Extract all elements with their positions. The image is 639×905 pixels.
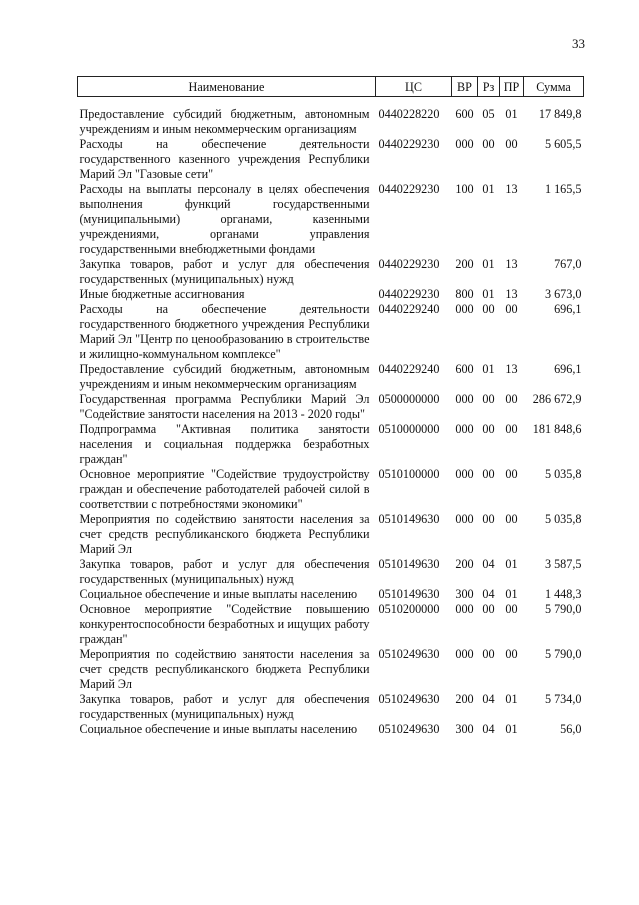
cell-rz: 00: [482, 392, 495, 406]
cell-sum: 5 790,0: [544, 647, 582, 661]
cell-cs: 0500000000: [378, 392, 440, 406]
table-row: [78, 722, 584, 737]
cell-cs: 0440228220: [378, 107, 440, 121]
cell-name: Закупка товаров, работ и услуг для обеспечения государственных (муниципальных) нужд: [79, 257, 370, 286]
cell-rz: 00: [482, 512, 495, 526]
cell-sum: 696,1: [554, 302, 582, 316]
cell-name: Государственная программа Республики Марий Эл "Содействие занятости населения на 2013 - 2020 годы": [79, 392, 370, 421]
cell-pr: 13: [505, 362, 518, 376]
cell-sum: 181 848,6: [532, 422, 582, 436]
table-row: [78, 512, 584, 557]
table-row: [78, 97, 584, 138]
table-row: [78, 602, 584, 647]
table-row: [78, 587, 584, 602]
cell-sum: 5 035,8: [544, 467, 582, 481]
cell-name: Предоставление субсидий бюджетным, автономным учреждениям и иным некоммерческим организациям: [79, 362, 370, 391]
cell-sum: 5 605,5: [544, 137, 582, 151]
table-row: [78, 287, 584, 302]
cell-rz: 00: [482, 137, 495, 151]
cell-name: Иные бюджетные ассигнования: [79, 287, 245, 301]
cell-cs: 0510000000: [378, 422, 440, 436]
cell-rz: 01: [482, 362, 495, 376]
cell-vr: 000: [455, 392, 474, 406]
cell-cs: 0510200000: [378, 602, 440, 616]
cell-cs: 0510100000: [378, 467, 440, 481]
cell-sum: 696,1: [554, 362, 582, 376]
cell-sum: 1 165,5: [544, 182, 582, 196]
header-rz: Рз: [478, 77, 500, 97]
cell-name: Основное мероприятие "Содействие повышению конкурентоспособности безработных и ищущих работу граждан": [79, 602, 370, 646]
cell-name: Основное мероприятие "Содействие трудоустройству граждан и обеспечение работодателей рабочей силой в соответствии с потребностями экономики": [79, 467, 370, 511]
cell-sum: 5 790,0: [544, 602, 582, 616]
cell-vr: 200: [455, 257, 474, 271]
cell-rz: 01: [482, 287, 495, 301]
cell-rz: 00: [482, 647, 495, 661]
cell-name: Мероприятия по содействию занятости населения за счет средств республиканского бюджета Республики Марий Эл: [79, 647, 370, 691]
cell-name: Мероприятия по содействию занятости населения за счет средств республиканского бюджета Республики Марий Эл: [79, 512, 370, 556]
cell-sum: 1 448,3: [544, 587, 582, 601]
header-name: Наименование: [78, 77, 376, 97]
cell-pr: 01: [505, 587, 518, 601]
cell-vr: 300: [455, 587, 474, 601]
cell-sum: 286 672,9: [532, 392, 582, 406]
cell-rz: 01: [482, 257, 495, 271]
cell-vr: 800: [455, 287, 474, 301]
cell-cs: 0440229230: [378, 257, 440, 271]
cell-pr: 00: [505, 302, 518, 316]
cell-cs: 0510149630: [378, 587, 440, 601]
cell-name: Закупка товаров, работ и услуг для обеспечения государственных (муниципальных) нужд: [79, 692, 370, 721]
cell-name: Предоставление субсидий бюджетным, автономным учреждениям и иным некоммерческим организациям: [79, 107, 370, 136]
cell-vr: 000: [455, 467, 474, 481]
cell-pr: 00: [505, 137, 518, 151]
cell-name: Социальное обеспечение и иные выплаты населению: [79, 722, 358, 736]
budget-table: [77, 76, 584, 737]
cell-name: Закупка товаров, работ и услуг для обеспечения государственных (муниципальных) нужд: [79, 557, 370, 586]
cell-vr: 200: [455, 692, 474, 706]
cell-cs: 0510249630: [378, 692, 440, 706]
cell-pr: 00: [505, 392, 518, 406]
cell-rz: 00: [482, 602, 495, 616]
cell-pr: 00: [505, 422, 518, 436]
cell-sum: 767,0: [554, 257, 582, 271]
cell-name: Расходы на обеспечение деятельности государственного бюджетного учреждения Республики Марий Эл "Центр по ценообразованию в строительстве и жилищно-коммунальном комплексе": [79, 302, 370, 361]
cell-name: Социальное обеспечение и иные выплаты населению: [79, 587, 358, 601]
cell-rz: 00: [482, 467, 495, 481]
table-header: [78, 77, 584, 97]
table-row: [78, 257, 584, 287]
cell-name: Расходы на выплаты персоналу в целях обеспечения выполнения функций государственными (муниципальными) органами, казенными учреждениями, органами управления государственными внебюджетными фондами: [79, 182, 370, 256]
header-cs: ЦС: [376, 77, 452, 97]
cell-vr: 000: [455, 302, 474, 316]
table-row: [78, 467, 584, 512]
cell-rz: 05: [482, 107, 495, 121]
cell-rz: 04: [482, 692, 495, 706]
cell-cs: 0440229240: [378, 302, 440, 316]
cell-sum: 5 035,8: [544, 512, 582, 526]
cell-name: Подпрограмма "Активная политика занятости населения и социальная поддержка безработных граждан": [79, 422, 370, 466]
cell-vr: 100: [455, 182, 474, 196]
cell-pr: 01: [505, 692, 518, 706]
table-row: [78, 647, 584, 692]
cell-vr: 000: [455, 422, 474, 436]
cell-vr: 000: [455, 137, 474, 151]
header-pr: ПР: [500, 77, 524, 97]
cell-cs: 0440229230: [378, 137, 440, 151]
cell-vr: 300: [455, 722, 474, 736]
cell-vr: 600: [455, 362, 474, 376]
table-row: [78, 182, 584, 257]
table-body: [78, 97, 584, 738]
cell-vr: 000: [455, 602, 474, 616]
table-row: [78, 362, 584, 392]
cell-vr: 200: [455, 557, 474, 571]
cell-cs: 0510249630: [378, 647, 440, 661]
cell-sum: 56,0: [560, 722, 582, 736]
table-row: [78, 302, 584, 362]
table-row: [78, 557, 584, 587]
cell-rz: 04: [482, 557, 495, 571]
cell-rz: 04: [482, 587, 495, 601]
cell-pr: 13: [505, 257, 518, 271]
header-sum: Сумма: [524, 77, 584, 97]
cell-vr: 000: [455, 512, 474, 526]
cell-pr: 01: [505, 557, 518, 571]
cell-pr: 00: [505, 647, 518, 661]
table-row: [78, 392, 584, 422]
cell-pr: 01: [505, 107, 518, 121]
header-vr: ВР: [452, 77, 478, 97]
cell-cs: 0440229240: [378, 362, 440, 376]
cell-pr: 13: [505, 287, 518, 301]
cell-rz: 00: [482, 422, 495, 436]
table-row: [78, 692, 584, 722]
cell-sum: 5 734,0: [544, 692, 582, 706]
cell-rz: 01: [482, 182, 495, 196]
cell-cs: 0440229230: [378, 287, 440, 301]
cell-pr: 00: [505, 467, 518, 481]
cell-pr: 00: [505, 602, 518, 616]
cell-sum: 17 849,8: [538, 107, 582, 121]
page-number: 33: [572, 36, 585, 51]
cell-cs: 0510149630: [378, 557, 440, 571]
cell-pr: 01: [505, 722, 518, 736]
cell-sum: 3 587,5: [544, 557, 582, 571]
cell-pr: 00: [505, 512, 518, 526]
cell-cs: 0510249630: [378, 722, 440, 736]
cell-vr: 000: [455, 647, 474, 661]
cell-rz: 04: [482, 722, 495, 736]
cell-pr: 13: [505, 182, 518, 196]
table-row: [78, 422, 584, 467]
cell-cs: 0510149630: [378, 512, 440, 526]
cell-name: Расходы на обеспечение деятельности государственного казенного учреждения Республики Марий Эл "Газовые сети": [79, 137, 370, 181]
cell-cs: 0440229230: [378, 182, 440, 196]
cell-sum: 3 673,0: [544, 287, 582, 301]
cell-vr: 600: [455, 107, 474, 121]
table-row: [78, 137, 584, 182]
cell-rz: 00: [482, 302, 495, 316]
